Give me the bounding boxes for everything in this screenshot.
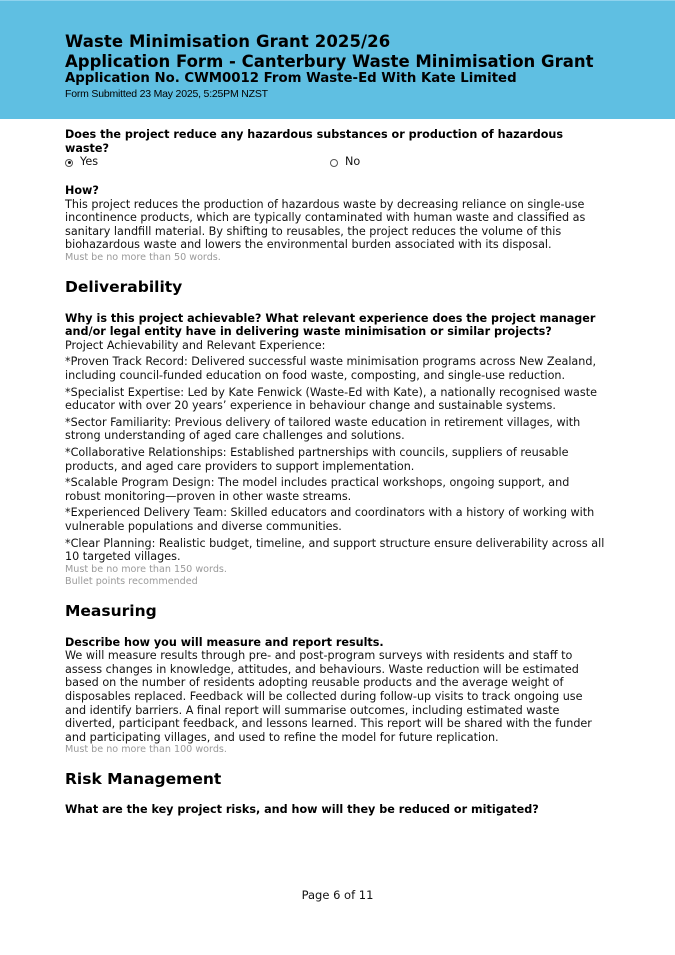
deliverability-title: Deliverability bbox=[65, 277, 183, 296]
risk-question: What are the key project risks, and how will they be reduced or mitigated? bbox=[65, 803, 539, 817]
form-content bbox=[65, 128, 605, 817]
deliverability-section bbox=[65, 278, 605, 588]
risk-section bbox=[65, 770, 605, 817]
radio-selected-icon bbox=[65, 159, 73, 167]
form-name: Application Form - Canterbury Waste Minimisation Grant bbox=[65, 52, 594, 71]
radio-yes-label: Yes bbox=[80, 155, 99, 168]
risk-title: Risk Management bbox=[65, 770, 222, 789]
deliverability-word-limit: Must be no more than 150 words. bbox=[65, 563, 227, 575]
grant-title: Waste Minimisation Grant 2025/26 bbox=[65, 32, 391, 51]
page-number: Page 6 of 11 bbox=[301, 888, 374, 902]
hazard-radio-group bbox=[65, 155, 605, 171]
how-word-limit: Must be no more than 50 words. bbox=[65, 251, 221, 263]
form-header bbox=[0, 0, 675, 119]
radio-unselected-icon bbox=[330, 159, 338, 167]
radio-yes[interactable] bbox=[65, 155, 98, 168]
deliverability-bullet: *Specialist Expertise: Led by Kate Fenwick (Waste-Ed with Kate), a nationally recognised waste educator with over 20 years’ experience in behaviour change and sustainable systems. bbox=[65, 385, 598, 413]
measuring-title: Measuring bbox=[65, 601, 157, 620]
submitted-date: Form Submitted 23 May 2025, 5:25PM NZST bbox=[65, 88, 268, 100]
measuring-question: Describe how you will measure and report results. bbox=[65, 635, 384, 649]
hazard-section bbox=[65, 128, 605, 264]
radio-no-label: No bbox=[345, 155, 361, 168]
deliverability-bullet: *Scalable Program Design: The model includes practical workshops, ongoing support, and robust monitoring—proven in other waste streams. bbox=[65, 476, 570, 503]
measuring-word-limit: Must be no more than 100 words. bbox=[65, 744, 227, 756]
measuring-section bbox=[65, 602, 605, 757]
measuring-answer: We will measure results through pre- and post-program surveys with residents and staff to assess changes in knowledge, attitudes, and behaviours. Waste reduction will be estimated based on the number of residents adopting reusable products and the average weight of disposables replaced. Feedback will be collected during follow-up visits to track ongoing use and identify barriers. A final report will summarise outcomes, including estimated waste diverted, participant feedback, and lessons learned. This report will be shared with the funder and participating villages, and used to refine the model for future replication. bbox=[65, 649, 592, 744]
how-label: How? bbox=[65, 184, 99, 197]
deliverability-question: Why is this project achievable? What relevant experience does the project manager and/or legal entity have in delivering waste minimisation or similar projects? bbox=[65, 311, 596, 339]
deliverability-bullet: *Proven Track Record: Delivered successful waste minimisation programs across New Zealand, including council-funded education on food waste, composting, and single-use reduction. bbox=[65, 355, 597, 383]
deliverability-bullet: *Sector Familiarity: Previous delivery of tailored waste education in retirement villages, with strong understanding of aged care challenges and solutions. bbox=[65, 415, 581, 443]
radio-no[interactable] bbox=[330, 155, 360, 168]
deliverability-bullet: *Collaborative Relationships: Established partnerships with councils, suppliers of reusable products, and aged care providers to support implementation. bbox=[65, 446, 569, 473]
how-answer: This project reduces the production of hazardous waste by decreasing reliance on single-use incontinence products, which are typically contaminated with human waste and classified as sanitary landfill material. By shifting to reusables, the project reduces the volume of this biohazardous waste and lowers the environmental burden associated with its disposal. bbox=[65, 197, 586, 252]
deliverability-intro: Project Achievability and Relevant Experience: bbox=[65, 338, 326, 352]
deliverability-bullet: *Clear Planning: Realistic budget, timeline, and support structure ensure deliverability across all 10 targeted villages. bbox=[65, 536, 605, 564]
deliverability-bullet: *Experienced Delivery Team: Skilled educators and coordinators with a history of working with vulnerable populations and diverse communities. bbox=[65, 506, 595, 533]
hazard-question: Does the project reduce any hazardous substances or production of hazardous waste? bbox=[65, 128, 564, 155]
deliverability-bullet-hint: Bullet points recommended bbox=[65, 575, 198, 587]
application-number: Application No. CWM0012 From Waste-Ed With Kate Limited bbox=[65, 71, 517, 86]
